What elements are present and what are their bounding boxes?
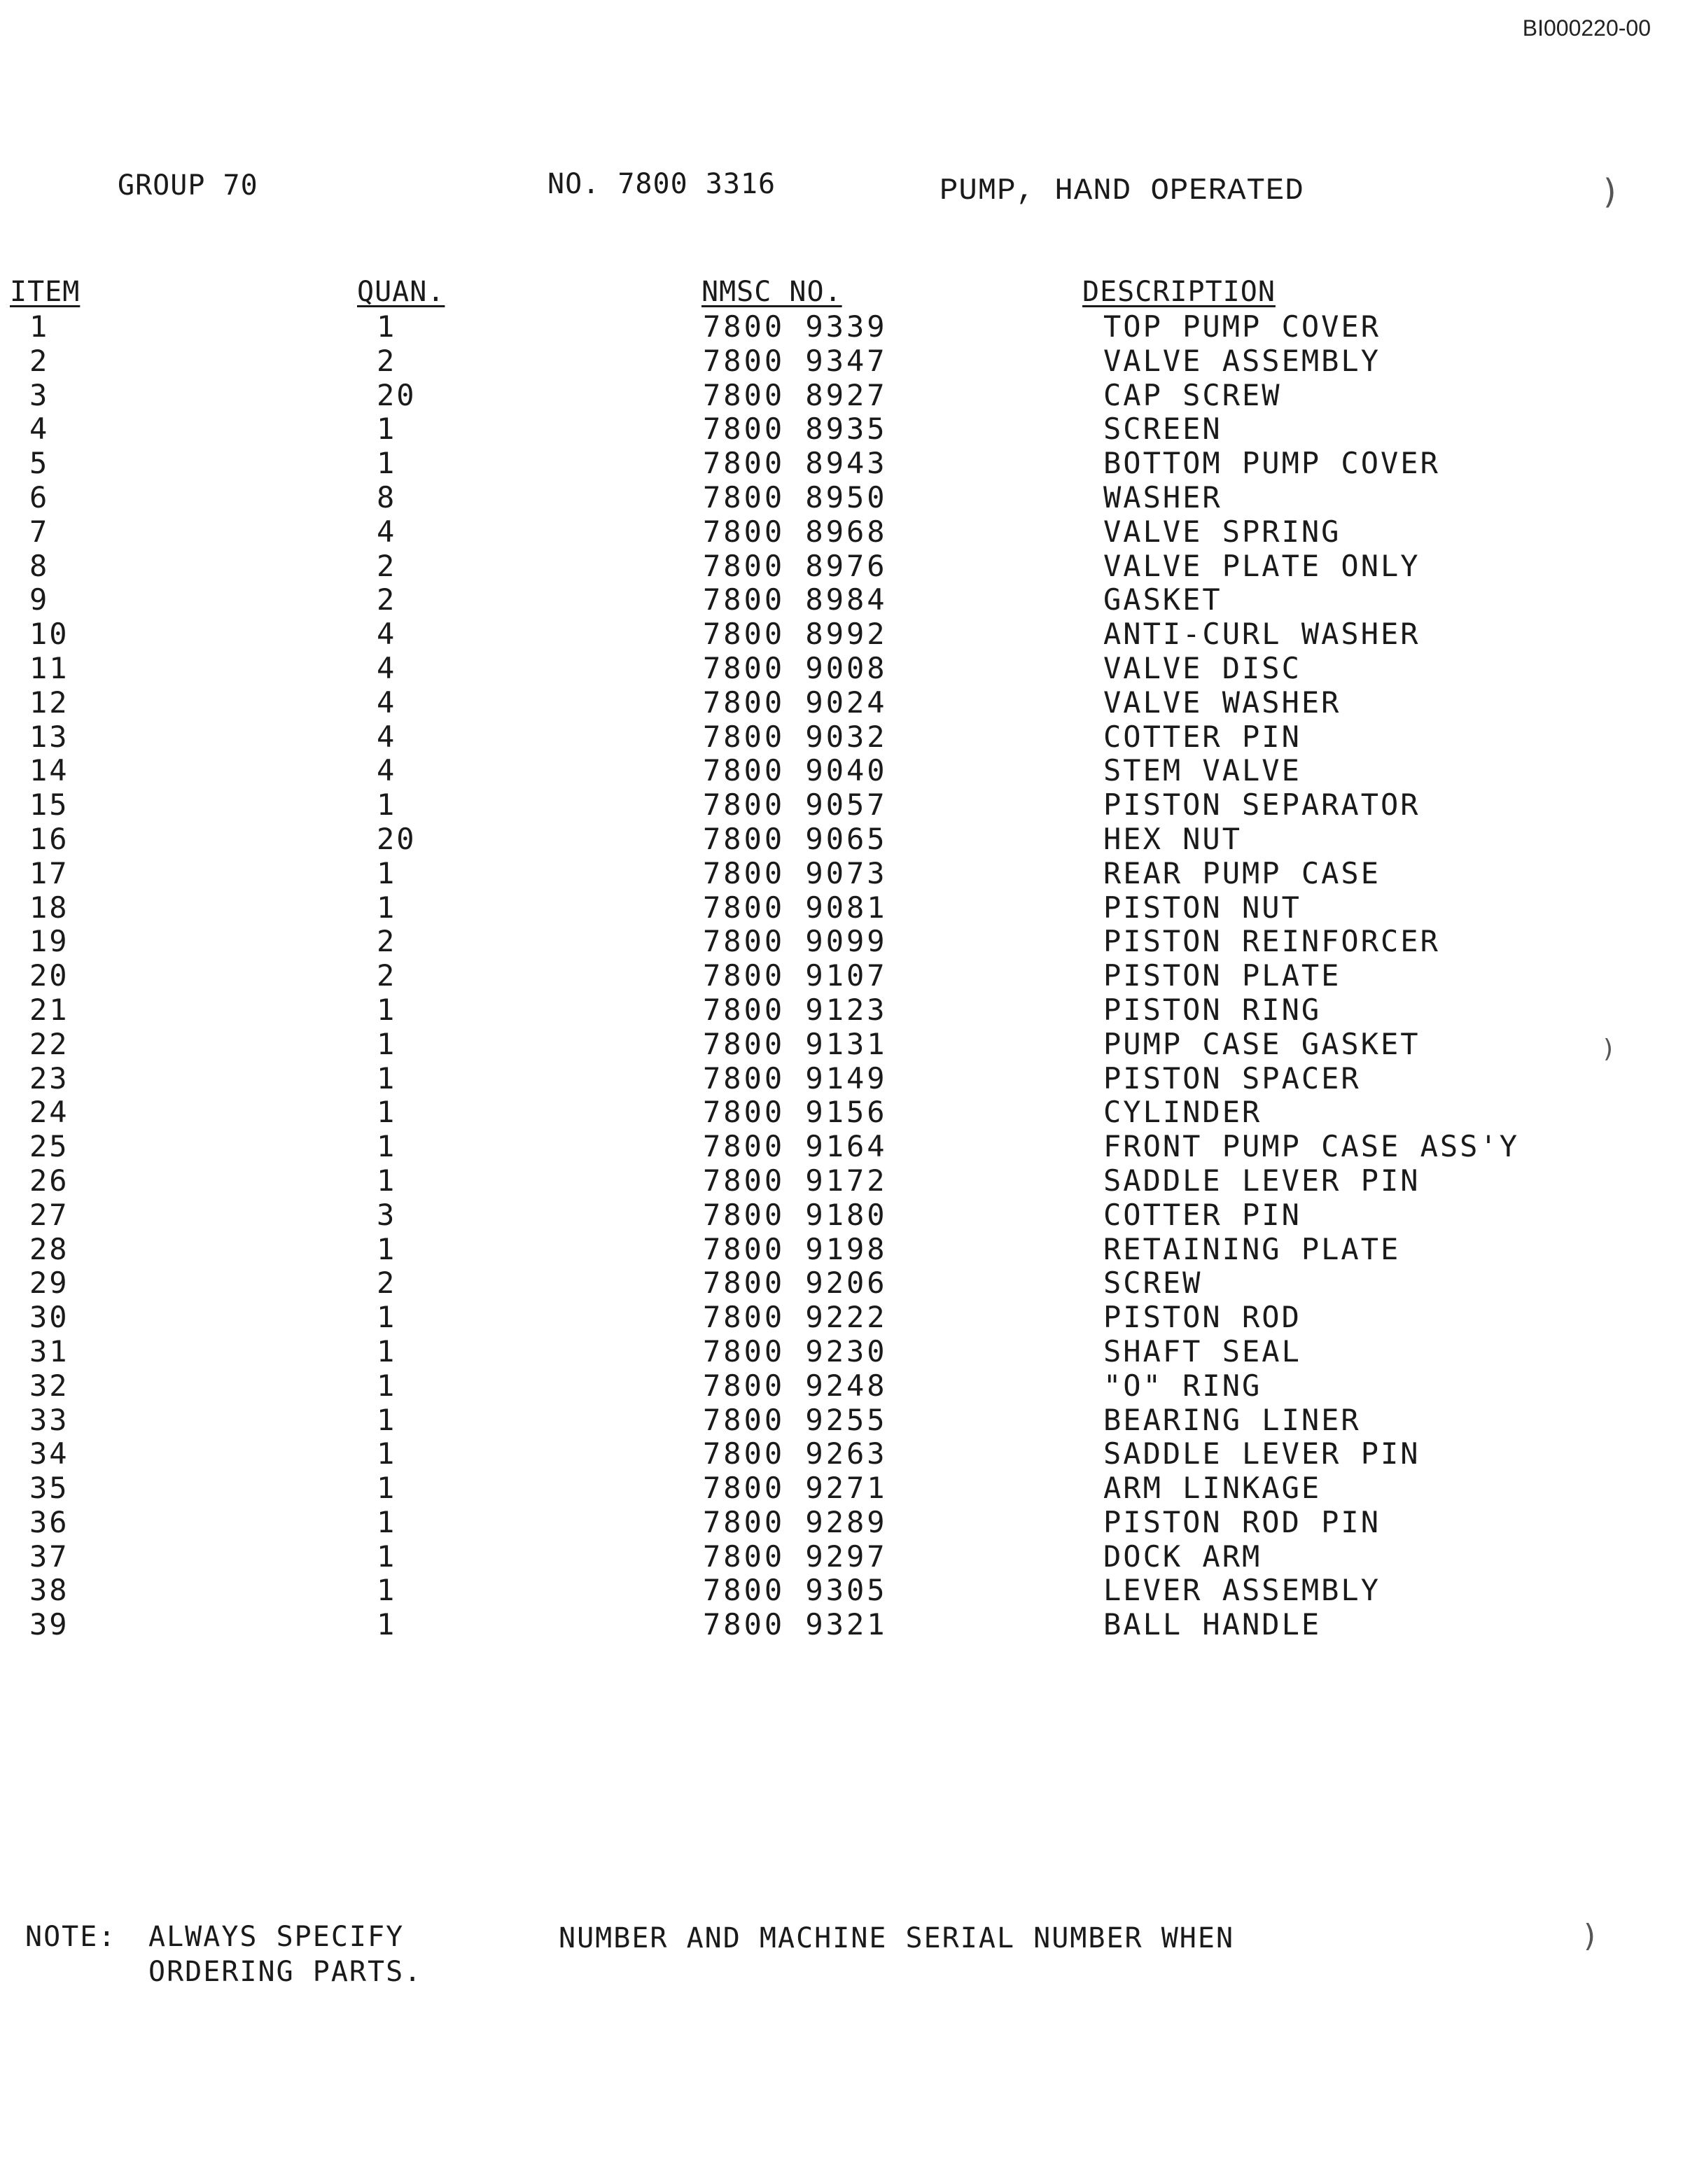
item-description: PISTON SPACER bbox=[1103, 1060, 1361, 1096]
part-number: NO. 7800 3316 bbox=[547, 168, 776, 200]
item-description: BEARING LINER bbox=[1103, 1402, 1361, 1437]
group-label: GROUP 70 bbox=[118, 169, 258, 202]
item-number: 36 bbox=[29, 1504, 69, 1539]
nmsc-number: 7800 9255 bbox=[703, 1402, 888, 1437]
item-number: 33 bbox=[29, 1402, 69, 1437]
item-quantity: 1 bbox=[377, 1129, 397, 1164]
table-row bbox=[0, 1095, 1683, 1129]
item-description: DOCK ARM bbox=[1103, 1539, 1262, 1574]
nmsc-number: 7800 9289 bbox=[703, 1504, 888, 1539]
nmsc-number: 7800 8992 bbox=[703, 617, 888, 652]
item-quantity: 1 bbox=[377, 309, 397, 344]
item-number: 39 bbox=[29, 1607, 69, 1642]
item-quantity: 20 bbox=[377, 377, 417, 412]
table-row bbox=[0, 753, 1683, 788]
item-quantity: 1 bbox=[377, 446, 397, 481]
item-number: 9 bbox=[29, 582, 50, 617]
item-number: 12 bbox=[29, 685, 69, 720]
item-description: BALL HANDLE bbox=[1103, 1607, 1322, 1642]
item-quantity: 1 bbox=[377, 1163, 397, 1198]
item-quantity: 20 bbox=[377, 821, 417, 856]
nmsc-number: 7800 9131 bbox=[703, 1026, 888, 1061]
item-number: 32 bbox=[29, 1368, 69, 1403]
table-row bbox=[0, 1607, 1683, 1642]
document-id: BI000220-00 bbox=[1522, 15, 1651, 41]
item-number: 20 bbox=[29, 958, 69, 993]
item-number: 18 bbox=[29, 890, 69, 925]
item-number: 27 bbox=[29, 1197, 69, 1232]
nmsc-number: 7800 9206 bbox=[703, 1266, 888, 1301]
item-description: VALVE DISC bbox=[1103, 650, 1301, 685]
item-number: 37 bbox=[29, 1539, 69, 1574]
item-description: SHAFT SEAL bbox=[1103, 1334, 1301, 1368]
nmsc-number: 7800 9297 bbox=[703, 1539, 888, 1574]
nmsc-number: 7800 9073 bbox=[703, 855, 888, 890]
item-number: 7 bbox=[29, 514, 50, 549]
table-row bbox=[0, 1403, 1683, 1437]
nmsc-number: 7800 8968 bbox=[703, 514, 888, 549]
item-description: VALVE PLATE ONLY bbox=[1103, 548, 1420, 583]
item-description: STEM VALVE bbox=[1103, 753, 1301, 788]
nmsc-number: 7800 9107 bbox=[703, 958, 888, 993]
item-quantity: 1 bbox=[377, 1300, 397, 1335]
item-description: PUMP CASE GASKET bbox=[1103, 1026, 1420, 1061]
table-row bbox=[0, 1129, 1683, 1163]
table-row bbox=[0, 1061, 1683, 1096]
item-quantity: 2 bbox=[377, 343, 397, 378]
nmsc-number: 7800 9263 bbox=[703, 1436, 888, 1471]
note-text-line1a: ALWAYS SPECIFY bbox=[148, 1921, 405, 1953]
nmsc-number: 7800 9099 bbox=[703, 924, 888, 959]
nmsc-number: 7800 8927 bbox=[703, 377, 888, 412]
item-description: VALVE SPRING bbox=[1103, 514, 1341, 549]
item-quantity: 1 bbox=[377, 1573, 397, 1608]
item-number: 8 bbox=[29, 548, 50, 583]
item-quantity: 4 bbox=[377, 753, 397, 788]
table-row bbox=[0, 720, 1683, 754]
item-description: CYLINDER bbox=[1103, 1095, 1262, 1130]
item-quantity: 1 bbox=[377, 1402, 397, 1437]
item-description: SADDLE LEVER PIN bbox=[1103, 1436, 1420, 1471]
item-number: 22 bbox=[29, 1026, 69, 1061]
nmsc-number: 7800 9172 bbox=[703, 1163, 888, 1198]
item-quantity: 1 bbox=[377, 412, 397, 447]
table-row bbox=[0, 1300, 1683, 1334]
item-quantity: 4 bbox=[377, 685, 397, 720]
nmsc-number: 7800 9198 bbox=[703, 1231, 888, 1266]
nmsc-number: 7800 9149 bbox=[703, 1060, 888, 1096]
item-quantity: 1 bbox=[377, 1607, 397, 1642]
nmsc-number: 7800 9024 bbox=[703, 685, 888, 720]
table-row bbox=[0, 924, 1683, 958]
nmsc-number: 7800 9032 bbox=[703, 719, 888, 754]
nmsc-number: 7800 8935 bbox=[703, 412, 888, 447]
nmsc-number: 7800 8984 bbox=[703, 582, 888, 617]
table-row bbox=[0, 651, 1683, 685]
item-description: COTTER PIN bbox=[1103, 1197, 1301, 1232]
nmsc-number: 7800 9040 bbox=[703, 753, 888, 788]
item-quantity: 1 bbox=[377, 1095, 397, 1130]
note-text-line1b: NUMBER AND MACHINE SERIAL NUMBER WHEN bbox=[559, 1922, 1235, 1954]
margin-mark-top: ) bbox=[1603, 172, 1616, 211]
item-description: "O" RING bbox=[1103, 1368, 1262, 1403]
table-row bbox=[0, 1471, 1683, 1505]
item-quantity: 3 bbox=[377, 1197, 397, 1232]
item-quantity: 1 bbox=[377, 788, 397, 822]
item-number: 28 bbox=[29, 1231, 69, 1266]
table-row bbox=[0, 514, 1683, 549]
column-header-description: DESCRIPTION bbox=[1082, 276, 1276, 308]
item-description: SCREEN bbox=[1103, 412, 1222, 447]
item-number: 1 bbox=[29, 309, 50, 344]
item-quantity: 4 bbox=[377, 514, 397, 549]
item-number: 23 bbox=[29, 1060, 69, 1096]
table-row bbox=[0, 582, 1683, 617]
item-quantity: 1 bbox=[377, 890, 397, 925]
item-quantity: 4 bbox=[377, 617, 397, 652]
table-row bbox=[0, 856, 1683, 890]
item-description: VALVE WASHER bbox=[1103, 685, 1341, 720]
item-number: 5 bbox=[29, 446, 50, 481]
parts-list bbox=[0, 309, 1683, 1642]
item-number: 2 bbox=[29, 343, 50, 378]
table-row bbox=[0, 890, 1683, 925]
table-row bbox=[0, 1198, 1683, 1232]
item-quantity: 1 bbox=[377, 855, 397, 890]
item-description: PISTON ROD PIN bbox=[1103, 1504, 1381, 1539]
item-description: ANTI-CURL WASHER bbox=[1103, 617, 1420, 652]
note-label: NOTE: bbox=[25, 1921, 117, 1953]
table-row bbox=[0, 822, 1683, 856]
item-number: 6 bbox=[29, 479, 50, 514]
item-description: SCREW bbox=[1103, 1266, 1203, 1301]
item-quantity: 1 bbox=[377, 1504, 397, 1539]
item-number: 10 bbox=[29, 617, 69, 652]
note-text-line2: ORDERING PARTS. bbox=[148, 1956, 423, 1988]
item-description: FRONT PUMP CASE ASS'Y bbox=[1103, 1129, 1520, 1164]
table-row bbox=[0, 549, 1683, 583]
item-quantity: 1 bbox=[377, 1436, 397, 1471]
table-row bbox=[0, 1027, 1683, 1061]
column-header-quantity: QUAN. bbox=[357, 276, 445, 308]
table-row bbox=[0, 685, 1683, 720]
item-quantity: 1 bbox=[377, 1060, 397, 1096]
nmsc-number: 7800 9081 bbox=[703, 890, 888, 925]
table-row bbox=[0, 1573, 1683, 1607]
item-quantity: 1 bbox=[377, 1231, 397, 1266]
nmsc-number: 7800 9347 bbox=[703, 343, 888, 378]
table-row bbox=[0, 378, 1683, 412]
item-description: PISTON ROD bbox=[1103, 1300, 1301, 1335]
item-description: BOTTOM PUMP COVER bbox=[1103, 446, 1440, 481]
item-quantity: 2 bbox=[377, 548, 397, 583]
nmsc-number: 7800 9339 bbox=[703, 309, 888, 344]
table-row bbox=[0, 1163, 1683, 1198]
item-description: GASKET bbox=[1103, 582, 1222, 617]
item-number: 38 bbox=[29, 1573, 69, 1608]
item-quantity: 8 bbox=[377, 479, 397, 514]
item-quantity: 1 bbox=[377, 1539, 397, 1574]
item-description: PISTON NUT bbox=[1103, 890, 1301, 925]
item-description: WASHER bbox=[1103, 479, 1222, 514]
item-number: 35 bbox=[29, 1471, 69, 1506]
item-description: LEVER ASSEMBLY bbox=[1103, 1573, 1381, 1608]
item-quantity: 4 bbox=[377, 719, 397, 754]
table-row bbox=[0, 344, 1683, 378]
table-row bbox=[0, 617, 1683, 651]
item-number: 24 bbox=[29, 1095, 69, 1130]
nmsc-number: 7800 9222 bbox=[703, 1300, 888, 1335]
item-quantity: 1 bbox=[377, 992, 397, 1027]
item-quantity: 1 bbox=[377, 1368, 397, 1403]
nmsc-number: 7800 9156 bbox=[703, 1095, 888, 1130]
table-row bbox=[0, 1539, 1683, 1574]
table-row bbox=[0, 1368, 1683, 1403]
item-description: CAP SCREW bbox=[1103, 377, 1282, 412]
item-quantity: 2 bbox=[377, 582, 397, 617]
nmsc-number: 7800 9065 bbox=[703, 821, 888, 856]
table-row bbox=[0, 446, 1683, 480]
item-description: PISTON REINFORCER bbox=[1103, 924, 1440, 959]
item-number: 4 bbox=[29, 412, 50, 447]
item-number: 25 bbox=[29, 1129, 69, 1164]
table-row bbox=[0, 1266, 1683, 1300]
nmsc-number: 7800 8976 bbox=[703, 548, 888, 583]
item-quantity: 1 bbox=[377, 1334, 397, 1368]
item-description: PISTON SEPARATOR bbox=[1103, 788, 1420, 822]
table-row bbox=[0, 1232, 1683, 1266]
item-description: COTTER PIN bbox=[1103, 719, 1301, 754]
nmsc-number: 7800 9305 bbox=[703, 1573, 888, 1608]
item-description: TOP PUMP COVER bbox=[1103, 309, 1381, 344]
nmsc-number: 7800 8943 bbox=[703, 446, 888, 481]
table-row bbox=[0, 1505, 1683, 1539]
margin-mark-bottom: ) bbox=[1584, 1918, 1596, 1954]
nmsc-number: 7800 9321 bbox=[703, 1607, 888, 1642]
nmsc-number: 7800 9008 bbox=[703, 650, 888, 685]
item-quantity: 2 bbox=[377, 1266, 397, 1301]
item-description: RETAINING PLATE bbox=[1103, 1231, 1401, 1266]
item-quantity: 1 bbox=[377, 1471, 397, 1506]
nmsc-number: 7800 9230 bbox=[703, 1334, 888, 1368]
item-number: 29 bbox=[29, 1266, 69, 1301]
item-description: PISTON PLATE bbox=[1103, 958, 1341, 993]
item-number: 19 bbox=[29, 924, 69, 959]
item-number: 31 bbox=[29, 1334, 69, 1368]
table-row bbox=[0, 1334, 1683, 1368]
item-number: 17 bbox=[29, 855, 69, 890]
nmsc-number: 7800 9271 bbox=[703, 1471, 888, 1506]
item-quantity: 4 bbox=[377, 650, 397, 685]
nmsc-number: 7800 9057 bbox=[703, 788, 888, 822]
part-title: PUMP, HAND OPERATED bbox=[940, 174, 1304, 209]
item-description: ARM LINKAGE bbox=[1103, 1471, 1322, 1506]
item-number: 26 bbox=[29, 1163, 69, 1198]
nmsc-number: 7800 8950 bbox=[703, 479, 888, 514]
table-row bbox=[0, 788, 1683, 822]
item-number: 11 bbox=[29, 650, 69, 685]
item-quantity: 2 bbox=[377, 958, 397, 993]
item-quantity: 1 bbox=[377, 1026, 397, 1061]
nmsc-number: 7800 9180 bbox=[703, 1197, 888, 1232]
item-number: 34 bbox=[29, 1436, 69, 1471]
table-row bbox=[0, 993, 1683, 1027]
item-number: 16 bbox=[29, 821, 69, 856]
table-row bbox=[0, 1436, 1683, 1471]
table-row bbox=[0, 309, 1683, 344]
item-number: 3 bbox=[29, 377, 50, 412]
table-row bbox=[0, 480, 1683, 514]
item-number: 13 bbox=[29, 719, 69, 754]
nmsc-number: 7800 9123 bbox=[703, 992, 888, 1027]
item-number: 21 bbox=[29, 992, 69, 1027]
item-description: HEX NUT bbox=[1103, 821, 1243, 856]
item-description: REAR PUMP CASE bbox=[1103, 855, 1381, 890]
item-number: 15 bbox=[29, 788, 69, 822]
margin-mark-middle: ) bbox=[1603, 1035, 1614, 1063]
table-row bbox=[0, 412, 1683, 446]
nmsc-number: 7800 9164 bbox=[703, 1129, 888, 1164]
nmsc-number: 7800 9248 bbox=[703, 1368, 888, 1403]
item-description: VALVE ASSEMBLY bbox=[1103, 343, 1381, 378]
item-description: SADDLE LEVER PIN bbox=[1103, 1163, 1420, 1198]
item-number: 30 bbox=[29, 1300, 69, 1335]
item-quantity: 2 bbox=[377, 924, 397, 959]
item-description: PISTON RING bbox=[1103, 992, 1322, 1027]
column-header-item: ITEM bbox=[10, 276, 81, 308]
table-row bbox=[0, 958, 1683, 993]
column-header-nmsc-number: NMSC NO. bbox=[701, 276, 842, 308]
item-number: 14 bbox=[29, 753, 69, 788]
